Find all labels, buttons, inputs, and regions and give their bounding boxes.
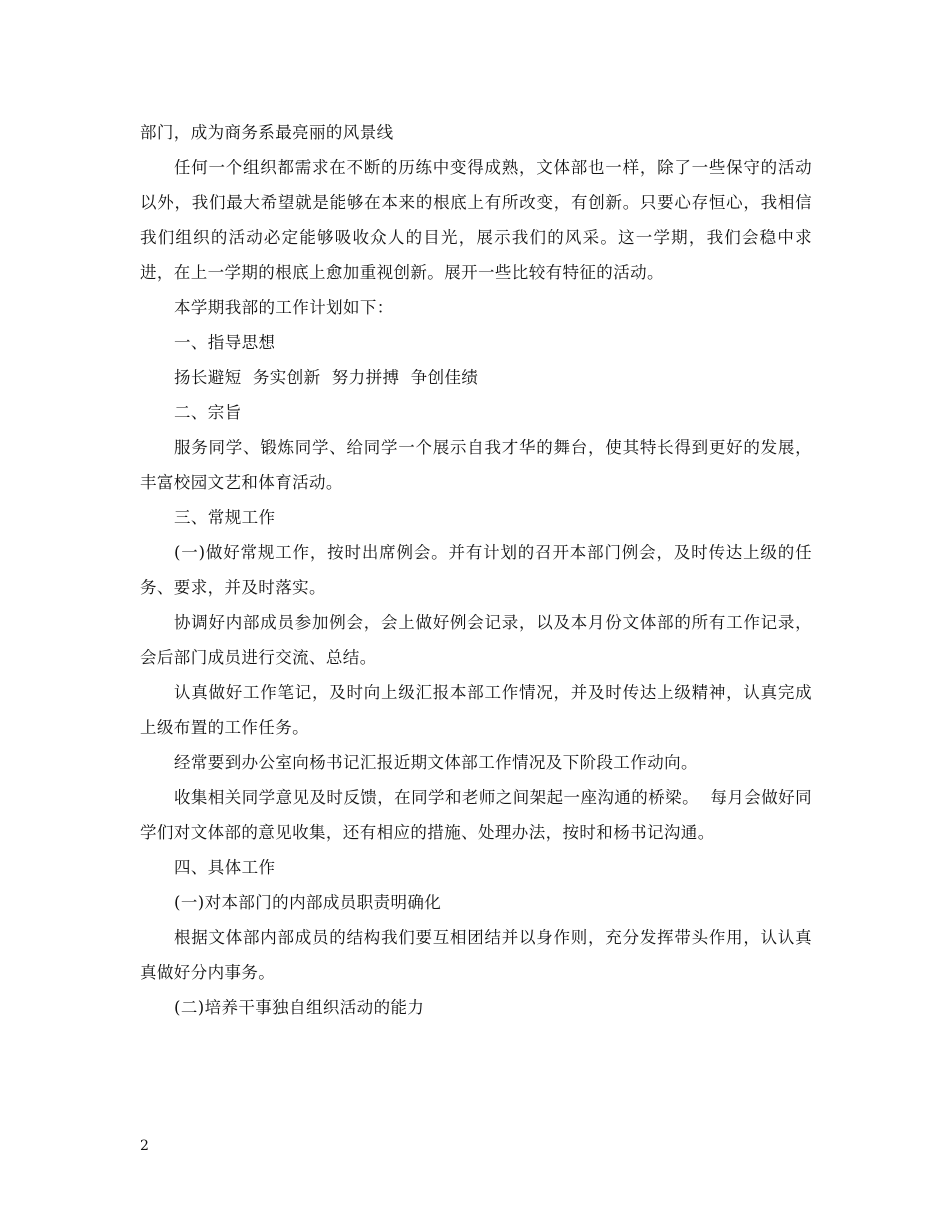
paragraph: 经常要到办公室向杨书记汇报近期文体部工作情况及下阶段工作动向。 xyxy=(174,753,698,772)
motto-line: 扬长避短 务实创新 努力拼搏 争创佳绩 xyxy=(174,368,479,387)
paragraph: 认真做好工作笔记，及时向上级汇报本部工作情况，并及时传达上级精神，认真完成上级布置的工作任务。 xyxy=(140,683,812,737)
section-heading: 四、具体工作 xyxy=(174,858,276,877)
paragraph: 根据文体部内部成员的结构我们要互相团结并以身作则，充分发挥带头作用，认认真真做好分内事务。 xyxy=(140,928,812,982)
subsection-heading: (一)对本部门的内部成员职责明确化 xyxy=(174,893,442,912)
paragraph: 部门，成为商务系最亮丽的风景线 xyxy=(140,123,394,142)
paragraph: 任何一个组织都需求在不断的历练中变得成熟，文体部也一样，除了一些保守的活动以外，我们最大希望就是能够在本来的根底上有所改变，有创新。只要心存恒心，我相信我们组织的活动必定能够吸收众人的目光，展示我们的风采。这一学期，我们会稳中求进，在上一学期的根底上愈加重视创新。展开一些比较有特征的活动。 xyxy=(140,158,812,282)
subsection-heading: (二)培养干事独自组织活动的能力 xyxy=(174,998,425,1017)
paragraph: 协调好内部成员参加例会，会上做好例会记录，以及本月份文体部的所有工作记录，会后部门成员进行交流、总结。 xyxy=(140,613,812,667)
paragraph: 本学期我部的工作计划如下： xyxy=(174,298,394,317)
section-heading: 二、宗旨 xyxy=(174,403,242,422)
section-heading: 一、指导思想 xyxy=(174,333,276,352)
page-number: 2 xyxy=(140,1138,149,1154)
paragraph: 服务同学、锻炼同学、给同学一个展示自我才华的舞台，使其特长得到更好的发展，丰富校园文艺和体育活动。 xyxy=(140,438,812,492)
document-body xyxy=(140,115,812,1025)
section-heading: 三、常规工作 xyxy=(174,508,276,527)
paragraph: (一)做好常规工作，按时出席例会。并有计划的召开本部门例会，及时传达上级的任务、要求，并及时落实。 xyxy=(140,543,812,597)
paragraph: 收集相关同学意见及时反馈，在同学和老师之间架起一座沟通的桥梁。 每月会做好同学们对文体部的意见收集，还有相应的措施、处理办法，按时和杨书记沟通。 xyxy=(140,788,812,842)
